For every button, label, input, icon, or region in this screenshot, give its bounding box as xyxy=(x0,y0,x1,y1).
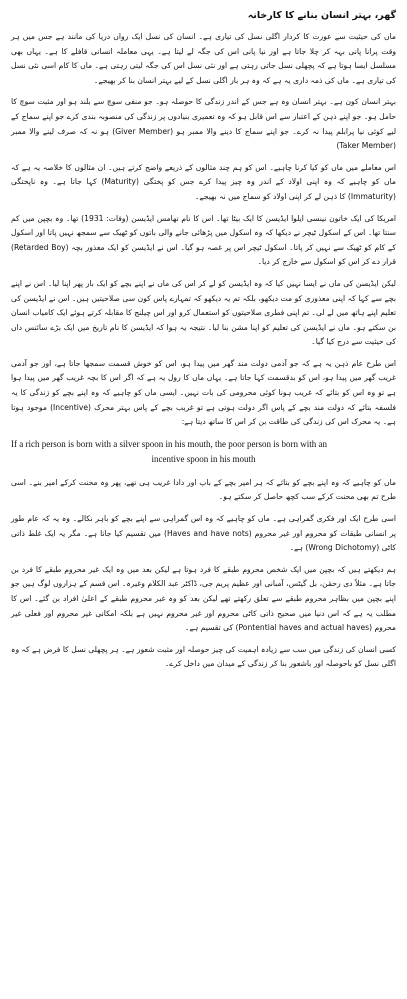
article-title: گھر، بہتر انسان بنانے کا کارخانہ xyxy=(247,10,396,21)
paragraph: لیکن ایڈیسن کی ماں نے ایسا نہیں کیا کہ وہ ایڈیسن کو لے کر اس کی ماں نے اپنے بچے کو ایک بار پھر اپنا لیا۔ اس نے اپنے بچے سے کہا کہ اپنی معذوری کو مت دیکھو، بلکہ تم یہ دیکھو کہ تمہارے پاس کون سی صلاحیتیں ہیں۔ اس نے ایڈیسن کی تعلیم اپنے ہاتھ میں لے لی۔ تم اپنی فطری صلاحیتوں کو استعمال کرو اور اس چیلنج کا مقابلہ کرتے ہوئے ایک کامیاب انسان بن سکتے ہو۔ ماں نے ایڈیسن کی تعلیم کو اپنا مشن بنا لیا۔ نتیجہ یہ ہوا کہ ایڈیسن کا نام تاریخ میں ایک بڑے سائنس داں کی حیثیت سے درج کیا گیا۔ xyxy=(11,278,396,347)
paragraph: بہتر انسان کون ہے۔ بہتر انسان وہ ہے جس کے اندر زندگی کا حوصلہ ہو۔ جو منفی سوچ سے بلند ہو اور مثبت سوچ کا حامل ہو۔ جو اپنے ذہن کے اعتبار سے اس قابل ہو کہ وہ تعمیری بنیادوں پر زندگی کی منصوبہ بندی کرے جو اپنے سماج کے لیے کوئی نیا پرابلم پیدا نہ کرے۔ جو اپنے سماج کا دینے والا ممبر ہو (Giver Member) ہو نہ کہ صرف لینے والا ممبر (Taker Member) xyxy=(11,97,397,151)
paragraph: ماں کو چاہیے کہ وہ اپنے بچے کو بتائے کہ ہر امیر بچے کے باپ اور دادا غریب ہی تھے، پھر وہ محنت کرکے امیر بنے۔ اسی طرح تم بھی محنت کرکے سب کچھ حاصل کر سکتے ہو۔ xyxy=(11,477,396,502)
paragraph: امریکا کی ایک خاتون نینسی ایلوا ایڈیسن کا ایک بیٹا تھا۔ اس کا نام تھامس ایڈیسن (وفات: 1931) تھا۔ وہ بچپن میں کم سنتا تھا۔ اس کے اسکول ٹیچر نے دیکھا کہ وہ اسکول میں پڑھائی جانے والی باتوں کو ٹھیک سے سمجھ نہیں پاتا اور اسکول کے کام کو ٹھیک سے نہیں کر پاتا۔ اسکول ٹیچر اس پر غصہ ہو گیا۔ اس نے ایڈیسن کو ایک معذور بچہ (Retarded Boy) قرار دے کر اس کو اسکول سے خارج کر دیا۔ xyxy=(11,213,397,267)
english-quote-line-1: If a rich person is born with a silver spoon in his mouth, the poor person is born with an xyxy=(11,438,327,449)
paragraph: اسی طرح ایک اور فکری گمراہی ہے۔ ماں کو چاہیے کہ وہ اس گمراہی سے اپنے بچے کو باہر نکالے۔ وہ یہ کہ عام طور پر انسانی طبقات کو محروم اور غیر محروم (Haves and have nots) میں تقسیم کیا جاتا ہے۔ مگر یہ ایک غلط ذاتی کاٹی (Wrong Dichotomy) ہے۔ xyxy=(11,514,396,553)
paragraph: اس طرح عام ذہن یہ ہے کہ جو آدمی دولت مند گھر میں پیدا ہو، اس کو خوش قسمت سمجھا جاتا ہے، اور جو آدمی غریب گھر میں پیدا ہو، اس کو بدقسمت کہا جاتا ہے۔ یہاں ماں کا رول یہ ہے کہ اگر اس کا بچہ غریب گھر میں پیدا ہوا ہے تو وہ اس کو بتائے کہ غریب ہونا کوئی محرومی کی بات نہیں۔ ایسی ماں کو چاہیے کہ وہ اپنے بچے کو زندگی کا یہ فلسفہ بتائے کہ دولت مند بچے کے پاس اگر دولت ہوتی ہے تو غریب بچے کے پاس بہتر محرک (Incentive) موجود ہوتا ہے۔ یہ محرک اس کی زندگی کی طاقت بن کر اس کا ساتھ دیتا ہے: xyxy=(11,358,396,427)
english-quote xyxy=(11,437,396,467)
paragraph: اس معاملے میں ماں کو کیا کرنا چاہیے۔ اس کو ہم چند مثالوں کے ذریعے واضح کرتے ہیں۔ ان مثالوں کا خلاصہ یہ ہے کہ ماں کو چاہیے کہ وہ اپنی اولاد کے اندر وہ چیز پیدا کرے جس کو پختگی (Maturity) کہا جاتا ہے۔ وہ ناپختگی (Immaturity) کا ذہن لے کر اپنی اولاد کو سماج میں نہ بھیجے۔ xyxy=(11,162,396,201)
paragraph: ہم دیکھتے ہیں کہ بچپن میں ایک شخص محروم طبقے کا فرد ہوتا ہے لیکن بعد میں وہ ایک غیر محروم طبقے کا فرد بن جاتا ہے۔ مثلاً دی رحمٰن، بل گیٹس، آمبانی اور عظیم پریم جی، ڈاکٹر عبد الکلام وغیرہ۔ اس قسم کے ہزاروں لوگ ہیں جو اپنے بچپن میں بظاہر محروم طبقے سے تعلق رکھتے تھے لیکن بعد کو وہ غیر محروم طبقے کے اعلیٰ افراد بن گئے۔ اس کا مطلب یہ ہے کہ اس دنیا میں صحیح ذاتی کاٹی محروم اور غیر محروم نہیں ہے بلکہ امکانی غیر محروم اور فعلی غیر محروم (Pontential haves and actual haves) کی تقسیم ہے۔ xyxy=(11,564,396,633)
english-quote-line-2: incentive spoon in his mouth xyxy=(151,453,256,464)
paragraph: ماں کی حیثیت سے عورت کا کردار اگلی نسل کی تیاری ہے۔ انسان کی نسل ایک رواں دریا کی مانند ہے جس میں ہر وقت پرانا پانی بہہ کر چلا جاتا ہے اور نیا پانی اس کی جگہ لے لیتا ہے۔ یہی معاملہ انسانی قافلے کا ہے۔ یہاں بھی مسلسل ایسا ہوتا ہے کہ پچھلی نسل جاتی رہتی ہے اور نئی نسل اس کی جگہ لیتی رہتی ہے۔ ماں کا کام اسی نئی نسل کی تیاری ہے۔ ماں کی ذمہ داری یہ ہے کہ وہ ہر بار اگلی نسل کے لیے بہتر انسان بنا کر بھیجے۔ xyxy=(11,32,396,85)
paragraph: کسی انسان کی زندگی میں سب سے زیادہ اہمیت کی چیز حوصلہ اور مثبت شعور ہے۔ ہر پچھلی نسل کا فرض ہے کہ وہ اگلی نسل کو باحوصلہ اور باشعور بنا کر زندگی کے میدان میں داخل کرے۔ xyxy=(11,644,396,669)
